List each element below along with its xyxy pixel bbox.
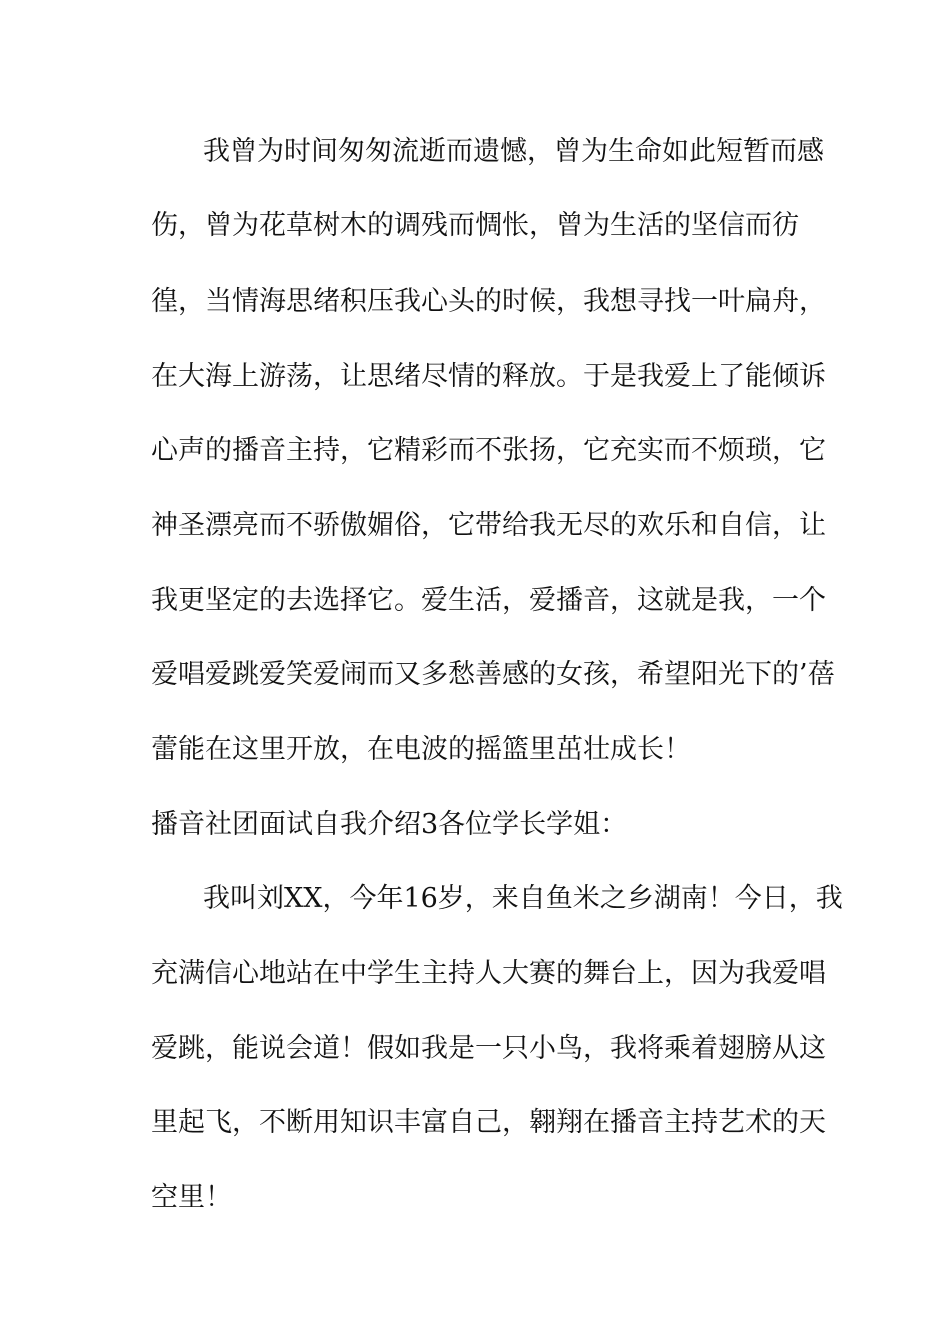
paragraph-2-line-2: 充满信心地站在中学生主持人大赛的舞台上，因为我爱唱: [151, 958, 826, 989]
paragraph-2-line-4: 里起飞，不断用知识丰富自己，翱翔在播音主持艺术的天: [151, 1107, 826, 1138]
paragraph-2-line-5: 空里！: [151, 1182, 232, 1213]
paragraph-1-line-8: 爱唱爱跳爱笑爱闹而又多愁善感的女孩，希望阳光下的’蓓: [151, 659, 835, 690]
section-heading: 播音社团面试自我介绍3各位学长学姐：: [151, 809, 628, 840]
paragraph-1-line-9: 蕾能在这里开放，在电波的摇篮里茁壮成长！: [151, 734, 691, 765]
paragraph-1-line-5: 心声的播音主持，它精彩而不张扬，它充实而不烦琐，它: [151, 435, 826, 466]
paragraph-2-line-3: 爱跳，能说会道！假如我是一只小鸟，我将乘着翅膀从这: [151, 1033, 826, 1064]
paragraph-1-line-2: 伤，曾为花草树木的调残而惆怅，曾为生活的坚信而彷: [151, 210, 799, 241]
paragraph-1-line-3: 徨，当情海思绪积压我心头的时候，我想寻找一叶扁舟，: [151, 286, 826, 317]
paragraph-1-line-1: 我曾为时间匆匆流逝而遗憾，曾为生命如此短暂而感: [203, 136, 824, 167]
paragraph-1-line-6: 神圣漂亮而不骄傲媚俗，它带给我无尽的欢乐和自信，让: [151, 510, 826, 541]
paragraph-1-line-4: 在大海上游荡，让思绪尽情的释放。于是我爱上了能倾诉: [151, 361, 826, 392]
paragraph-1-line-7: 我更坚定的去选择它。爱生活，爱播音，这就是我，一个: [151, 585, 826, 616]
paragraph-2-line-1: 我叫刘XX，今年16岁，来自鱼米之乡湖南！今日，我: [203, 883, 843, 914]
